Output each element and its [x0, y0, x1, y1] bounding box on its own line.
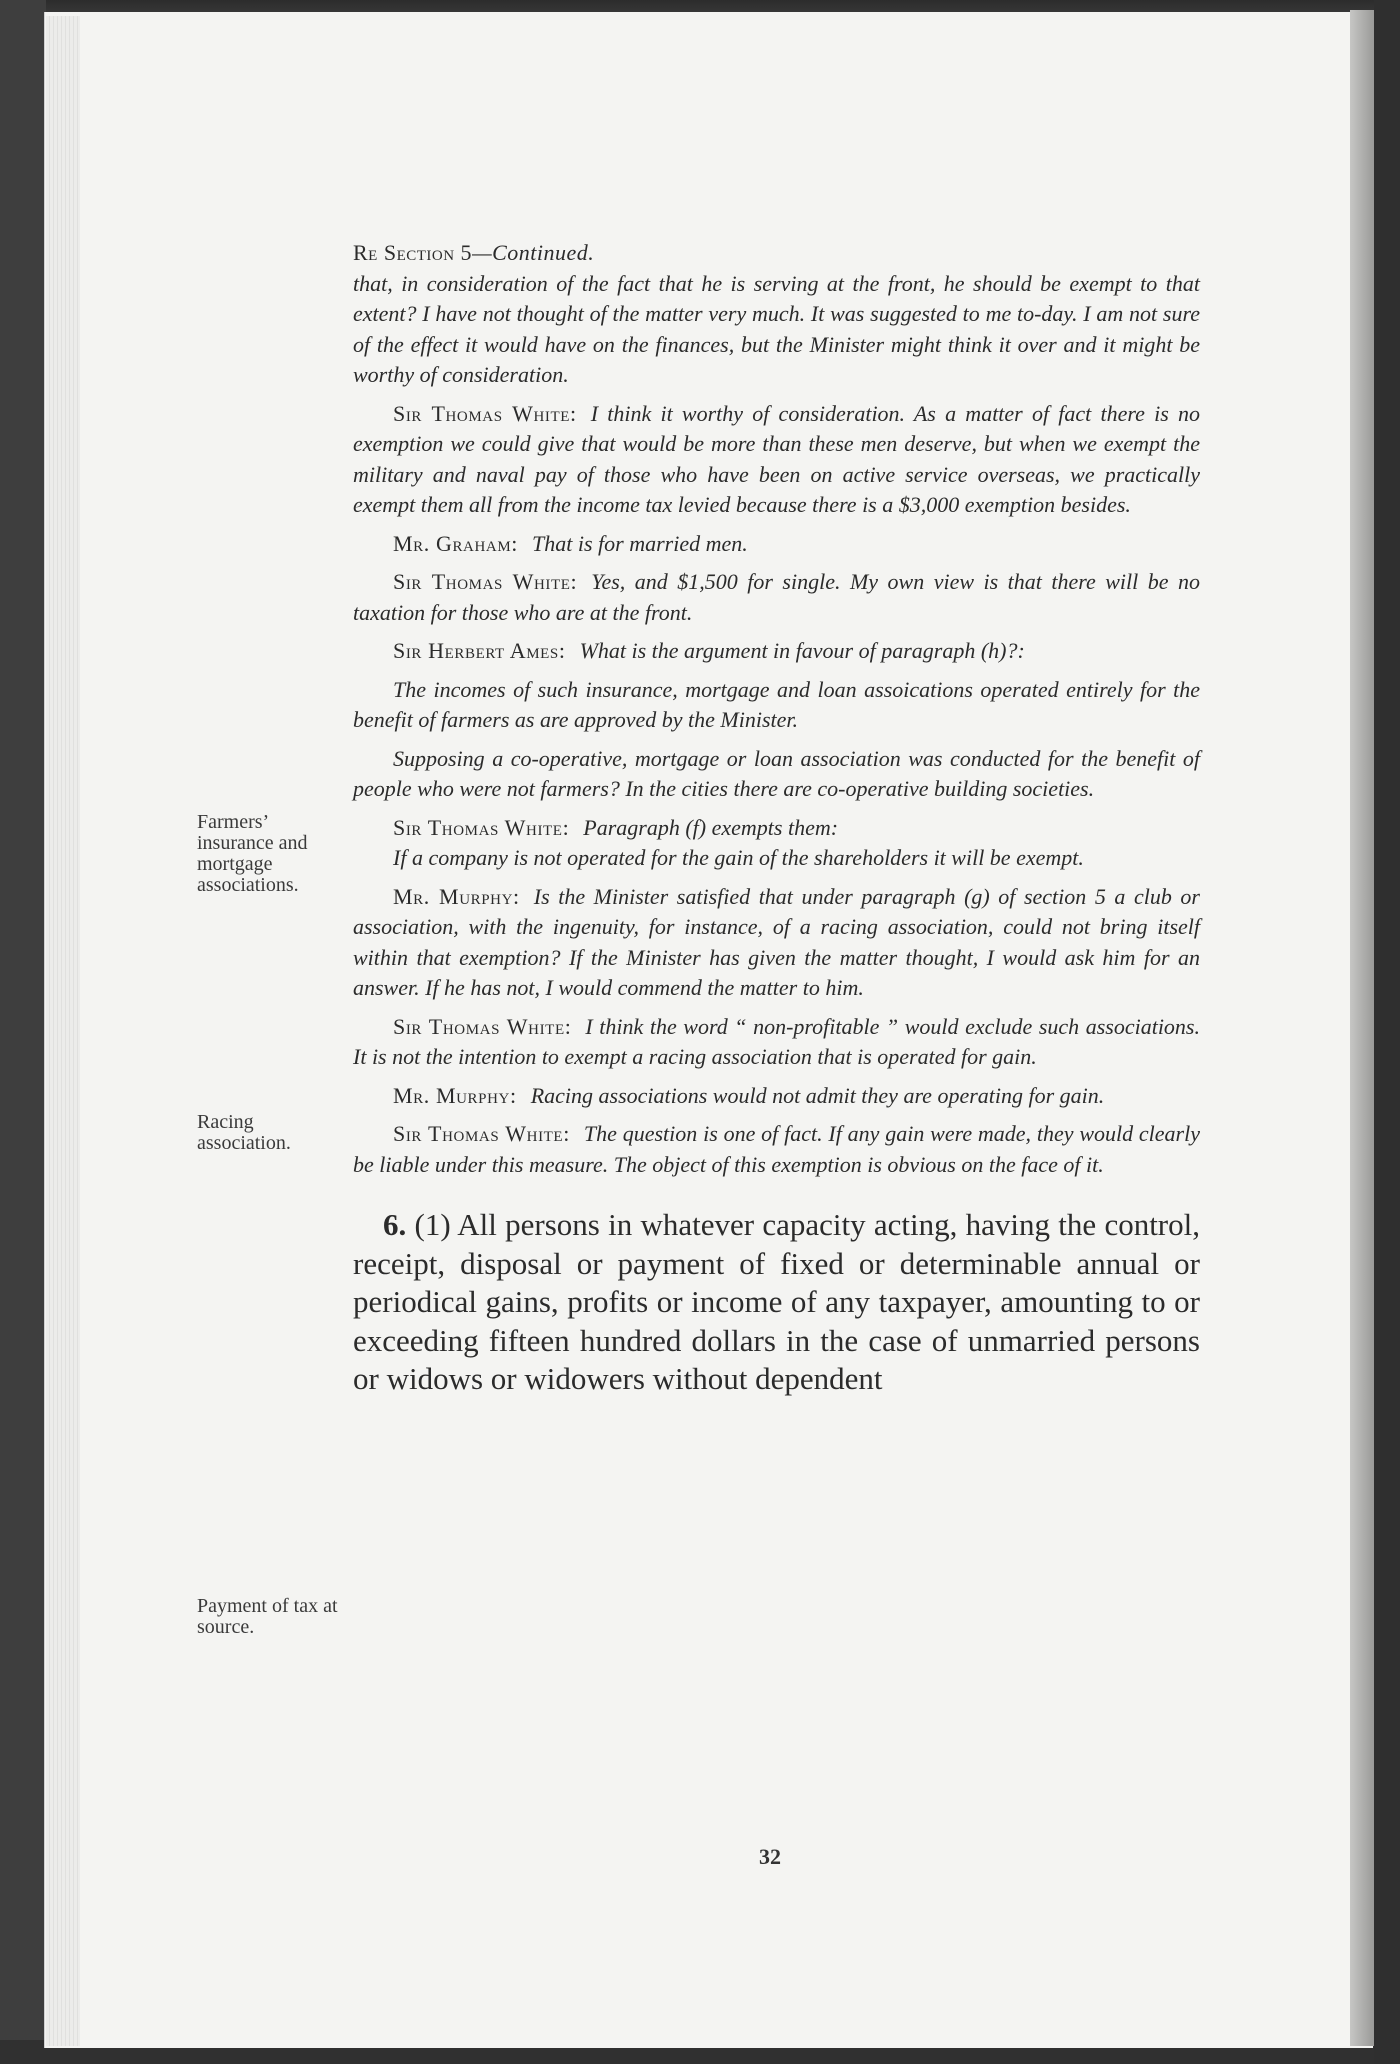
- binding-shadow: [1350, 10, 1374, 2046]
- section-text: (1) All persons in whatever capacity acting, having the control, receipt, disposal or payment of fixed or determinable annual or periodical gains, profits or income of any taxpayer, amounting to or exceeding fifteen hundred dollars in the case of unmarried persons or widows or widowers without dependent: [353, 1207, 1200, 1396]
- header-continued: —Continued.: [472, 240, 595, 265]
- speech-text: I think the word “ non-profitable ” would exclude such associations. It is not the intention to exempt a racing association that is operated for gain.: [353, 1013, 1200, 1069]
- scan-border-left: [0, 0, 46, 2064]
- scan-border-right: [1374, 0, 1400, 2064]
- speech-text: The question is one of fact. If any gain were made, they would clearly be liable under this measure. The object of this exemption is obvious on the face of it.: [353, 1121, 1200, 1177]
- speaker-name: Sir Thomas White:: [393, 1013, 572, 1039]
- speech-text: Paragraph (f) exempts them:: [583, 814, 839, 840]
- speech-text: What is the argument in favour of paragraph (h)?:: [579, 638, 1025, 663]
- paragraph: [353, 1119, 1200, 1180]
- page-number: 32: [759, 1844, 781, 1869]
- speech-text: That is for married men.: [532, 530, 748, 556]
- paragraph: [353, 567, 1200, 628]
- paragraph: [353, 269, 1200, 391]
- paragraph: [353, 1081, 1200, 1112]
- speaker-name: Sir Thomas White:: [393, 569, 578, 594]
- running-header: [353, 238, 1200, 269]
- speaker-name: Mr. Murphy:: [393, 883, 520, 909]
- speech-text: Yes, and $1,500 for single. My own view is that there will be no taxation for those who are at the front.: [353, 569, 1200, 625]
- paragraph: [353, 843, 1200, 874]
- speaker-name: Sir Thomas White:: [393, 400, 577, 426]
- speaker-name: Sir Thomas White:: [393, 1121, 570, 1146]
- margin-note-payment: Payment of tax at source.: [197, 1595, 338, 1638]
- section-6-clause: [353, 1206, 1200, 1399]
- speaker-name: Mr. Murphy:: [393, 1082, 517, 1108]
- paragraph: [353, 882, 1200, 1004]
- paragraph: [353, 744, 1200, 805]
- paragraph: [353, 1012, 1200, 1073]
- speech-text: I think it worthy of consideration. As a matter of fact there is no exemption we could give that would be more than these men deserve, but when we exempt the military and naval pay of those who have been on active service overseas, we practically exempt them all from the income tax levied because there is a $3,000 exemption besides.: [353, 400, 1200, 517]
- paragraph: [353, 636, 1200, 667]
- speaker-name: Sir Thomas White:: [393, 814, 570, 840]
- quoted-text: If a company is not operated for the gain of the shareholders it will be exempt.: [393, 845, 1084, 870]
- quoted-text: The incomes of such insurance, mortgage and loan assoications operated entirely for the benefit of farmers as are approved by the Minister.: [353, 676, 1200, 732]
- speech-text: Supposing a co-operative, mortgage or loan association was conducted for the benefit of people who were not farmers? In the cities there are co-operative building societies.: [353, 745, 1200, 801]
- paragraph: [353, 813, 1200, 844]
- speaker-name: Sir Herbert Ames:: [393, 638, 566, 663]
- paragraph: [353, 675, 1200, 736]
- page-body: [353, 238, 1200, 1407]
- margin-note-farmers: Farmers’ insurance and mortgage associations.: [197, 811, 308, 896]
- header-section: Re Section 5: [353, 240, 473, 265]
- speech-text: Is the Minister satisfied that under paragraph (g) of section 5 a club or association, with the ingenuity, for instance, of a racing association, could not bring itself within that exemption? If the Minister has given the matter thought, I would ask him for an answer. If he has not, I would commend the matter to him.: [353, 883, 1200, 1000]
- section-number: 6.: [383, 1207, 407, 1242]
- margin-note-racing: Racing association.: [197, 1111, 291, 1154]
- page-stack-edges: [46, 16, 80, 2046]
- paragraph: [353, 529, 1200, 560]
- paragraph: [353, 399, 1200, 521]
- speech-text: that, in consideration of the fact that he is serving at the front, he should be exempt to that extent? I have not thought of the matter very much. It was suggested to me to-day. I am not sure of the effect it would have on the finances, but the Minister might think it over and it might be worthy of consideration.: [353, 270, 1200, 387]
- speaker-name: Mr. Graham:: [393, 530, 519, 556]
- speech-text: Racing associations would not admit they are operating for gain.: [530, 1082, 1105, 1108]
